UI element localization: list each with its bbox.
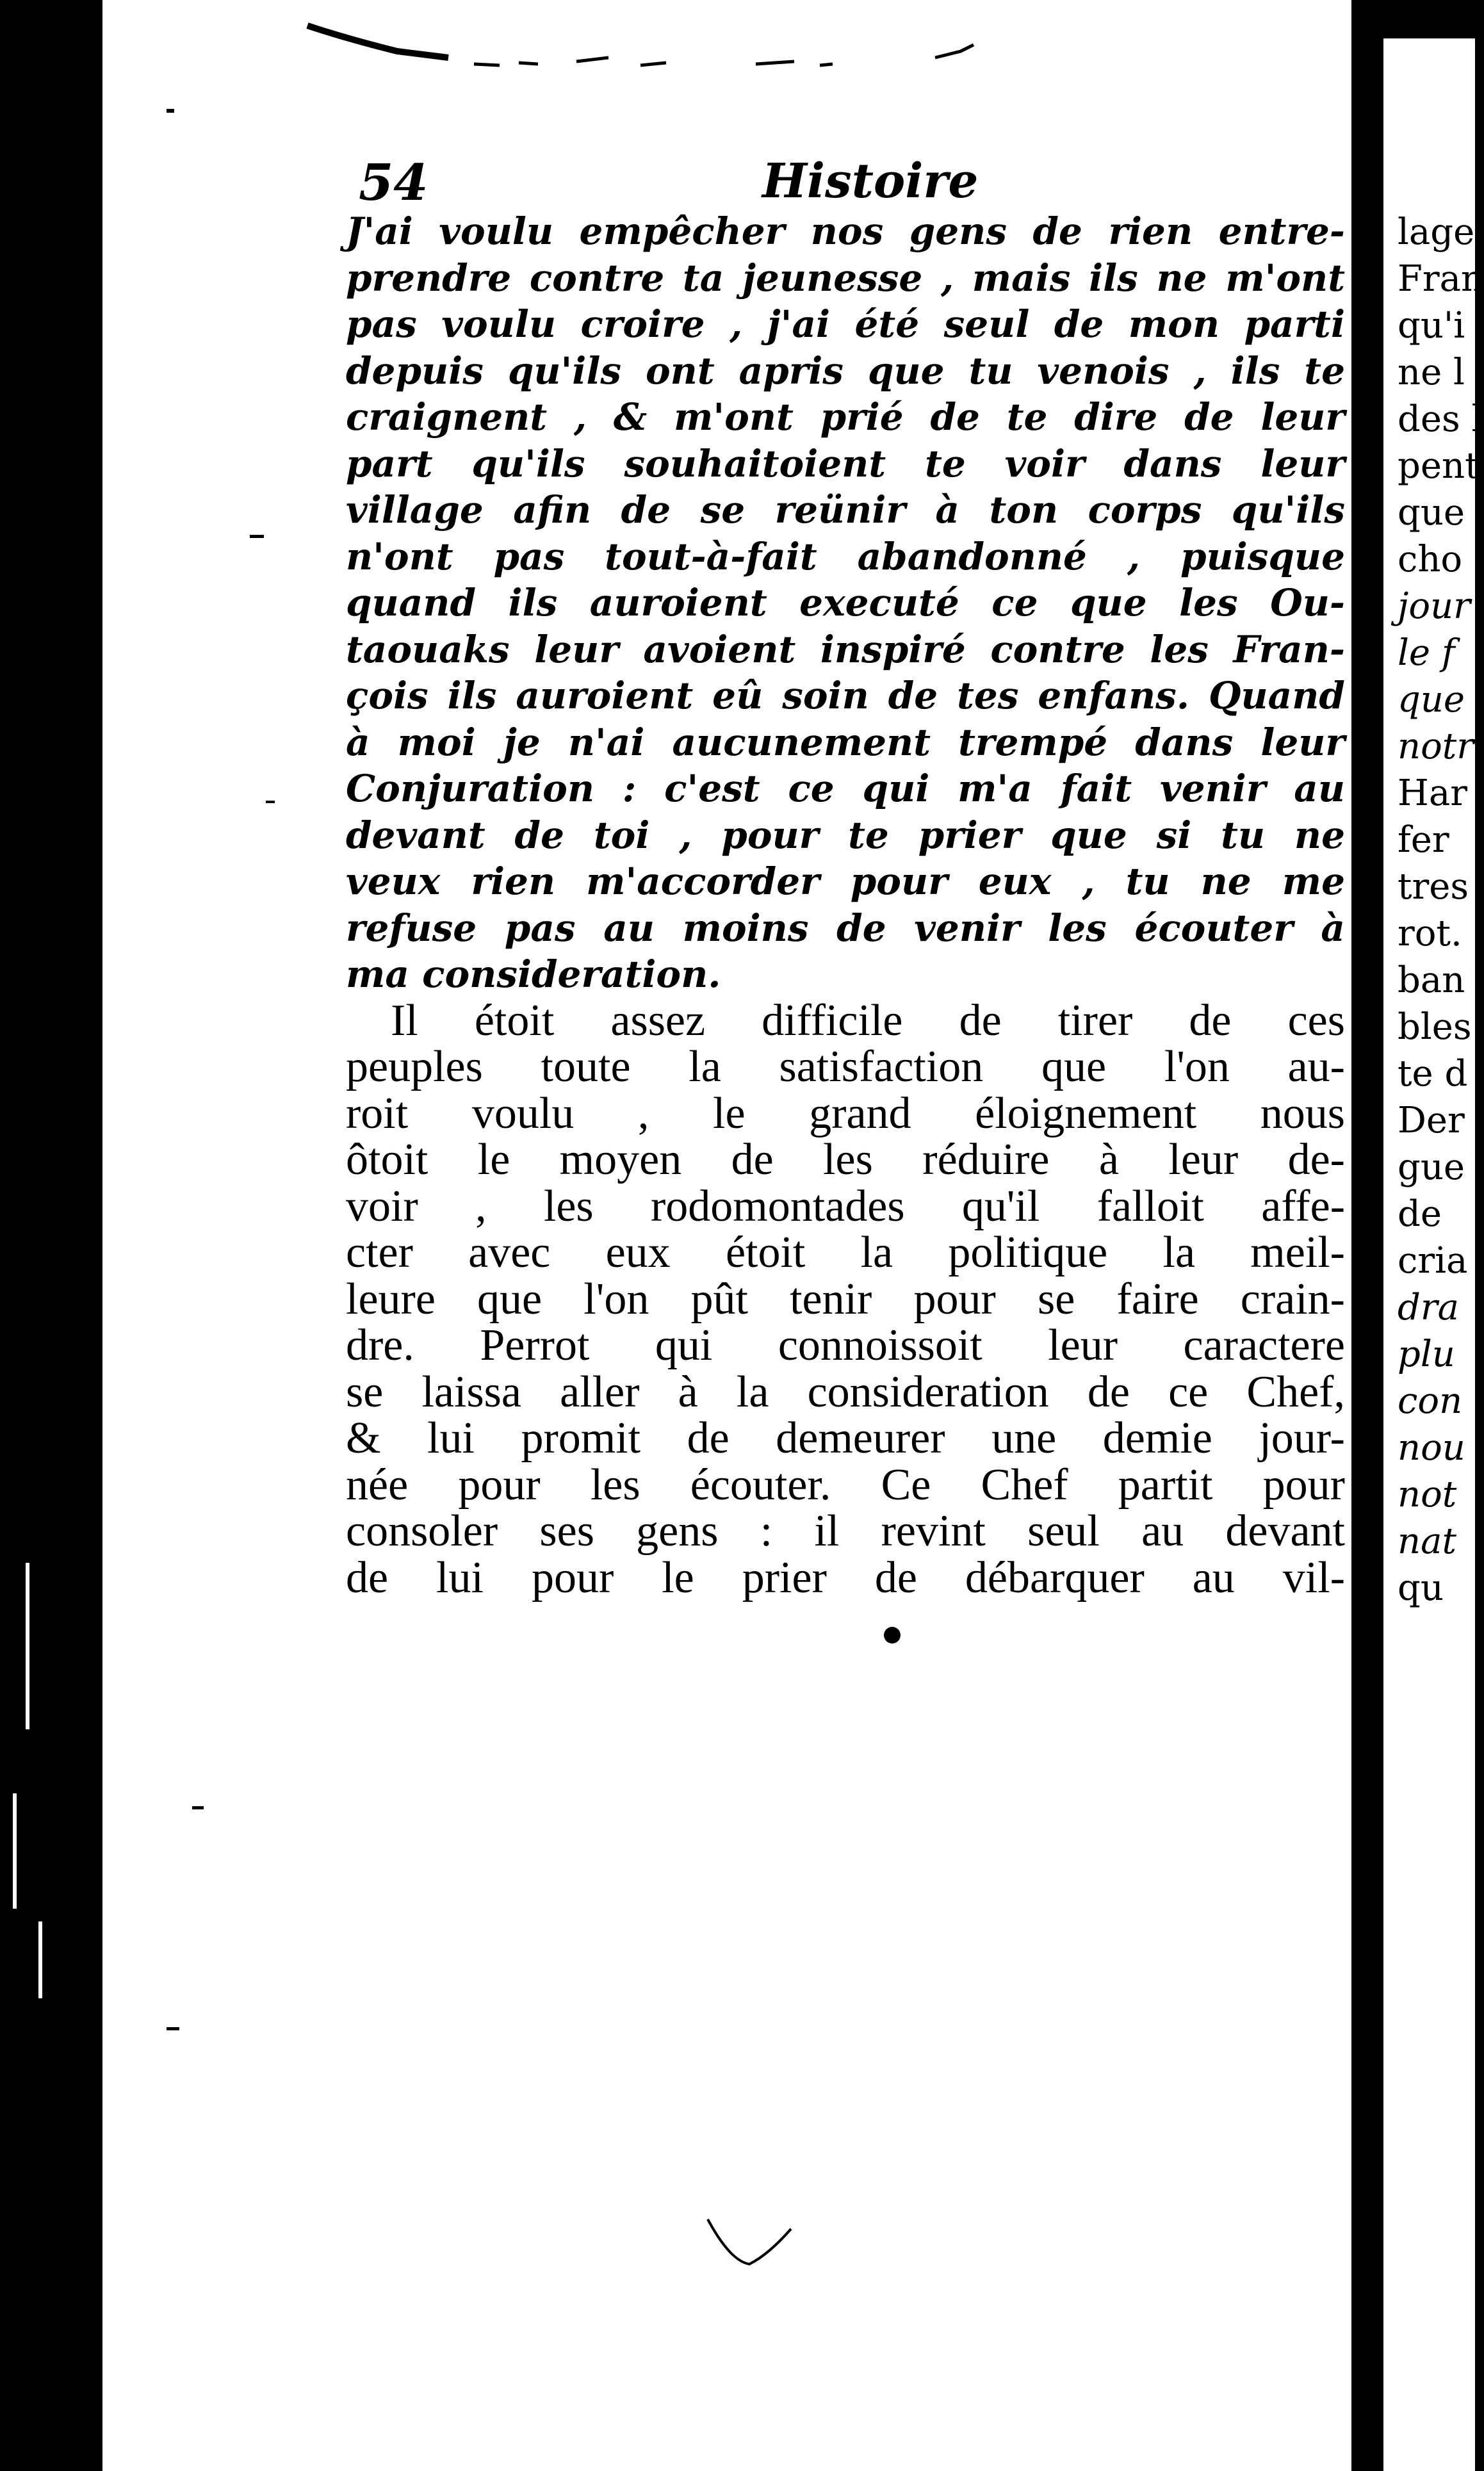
text-line: pas voulu croire , j'ai été seul de mon parti bbox=[346, 302, 1345, 346]
book-gutter bbox=[1351, 0, 1383, 2471]
text-line: cter avec eux étoit la politique la meil- bbox=[346, 1228, 1345, 1277]
facing-line: Har bbox=[1398, 772, 1467, 814]
page-top-smudge bbox=[307, 19, 1076, 77]
facing-line: pent bbox=[1398, 445, 1480, 487]
facing-line: nou bbox=[1398, 1427, 1465, 1469]
text-line: n'ont pas tout-à-fait abandonné , puisque bbox=[346, 534, 1345, 578]
text-line: peuples toute la satisfaction que l'on au- bbox=[346, 1042, 1345, 1091]
scan-noise bbox=[38, 1921, 42, 1998]
facing-line: que bbox=[1398, 679, 1465, 721]
text-line: part qu'ils souhaitoient te voir dans leur bbox=[346, 441, 1345, 485]
facing-line: te d bbox=[1398, 1053, 1468, 1095]
facing-line: bles bbox=[1398, 1006, 1472, 1048]
facing-line: qu'i bbox=[1398, 305, 1465, 347]
page-number: 54 bbox=[359, 154, 428, 212]
facing-line: cria bbox=[1398, 1240, 1468, 1282]
margin-speck bbox=[250, 535, 264, 538]
facing-line: notr bbox=[1398, 726, 1474, 767]
text-line: Il étoit assez difficile de tirer de ces bbox=[391, 995, 1345, 1045]
text-line: consoler ses gens : il revint seul au devant bbox=[346, 1506, 1345, 1556]
facing-line: dra bbox=[1398, 1287, 1460, 1328]
facing-line: Der bbox=[1398, 1100, 1465, 1141]
scan-edge-left bbox=[0, 0, 102, 2471]
margin-speck bbox=[266, 801, 275, 803]
facing-line: not bbox=[1398, 1474, 1457, 1515]
page-header bbox=[359, 154, 1358, 211]
text-line: çois ils auroient eû soin de tes enfans. Quand bbox=[346, 674, 1345, 717]
text-line: voir , les rodomontades qu'il falloit affe- bbox=[346, 1181, 1345, 1231]
facing-line: fer bbox=[1398, 819, 1449, 861]
text-line: se laissa aller à la consideration de ce Chef, bbox=[346, 1367, 1345, 1417]
facing-line: nat bbox=[1398, 1521, 1456, 1562]
facing-line: cho bbox=[1398, 539, 1463, 580]
margin-speck bbox=[192, 1806, 204, 1809]
facing-line: gue bbox=[1398, 1146, 1465, 1188]
text-line: née pour les écouter. Ce Chef partit pour bbox=[346, 1460, 1345, 1510]
facing-line: ban bbox=[1398, 959, 1465, 1001]
scribble-mark bbox=[705, 2216, 794, 2267]
text-line: depuis qu'ils ont apris que tu venois , ils te bbox=[346, 348, 1345, 393]
text-line: & lui promit de demeurer une demie jour- bbox=[346, 1414, 1345, 1463]
ink-blot bbox=[884, 1627, 901, 1643]
text-line: ma consideration. bbox=[346, 952, 721, 996]
facing-line: lage bbox=[1398, 211, 1475, 253]
facing-line: rot. bbox=[1398, 913, 1462, 954]
running-title: Histoire bbox=[762, 154, 979, 209]
facing-line: con bbox=[1398, 1380, 1463, 1422]
text-line: à moi je n'ai aucunement trempé dans leur bbox=[346, 720, 1345, 764]
text-line: de lui pour le prier de débarquer au vil- bbox=[346, 1553, 1345, 1602]
text-line: dre. Perrot qui connoissoit leur caractere bbox=[346, 1321, 1345, 1370]
text-line: veux rien m'accorder pour eux , tu ne me bbox=[346, 860, 1345, 903]
margin-speck bbox=[167, 2027, 179, 2030]
facing-line: ne l bbox=[1398, 352, 1465, 393]
body-text bbox=[346, 208, 1345, 1601]
scan-noise bbox=[13, 1793, 17, 1909]
facing-line: de bbox=[1398, 1193, 1442, 1235]
facing-line: jour bbox=[1398, 585, 1471, 627]
text-line: devant de toi , pour te prier que si tu ne bbox=[346, 813, 1345, 857]
facing-line: le f bbox=[1398, 632, 1455, 674]
text-line: village afin de se reünir à ton corps qu'ils bbox=[346, 488, 1345, 532]
margin-speck bbox=[167, 109, 174, 113]
facing-line: qu bbox=[1398, 1567, 1444, 1609]
text-line: prendre contre ta jeunesse , mais ils ne m'ont bbox=[346, 256, 1345, 300]
right-page-fragment bbox=[1383, 38, 1484, 2471]
facing-line: des l bbox=[1398, 398, 1483, 440]
facing-line: tres bbox=[1398, 866, 1469, 908]
text-line: roit voulu , le grand éloignement nous bbox=[346, 1088, 1345, 1138]
text-line: craignent , & m'ont prié de te dire de leur bbox=[346, 395, 1345, 439]
scan-noise bbox=[26, 1563, 29, 1729]
text-line: quand ils auroient executé ce que les Ou- bbox=[346, 581, 1345, 624]
facing-line: plu bbox=[1398, 1333, 1455, 1375]
text-line: Conjuration : c'est ce qui m'a fait venir au bbox=[346, 767, 1345, 810]
text-line: refuse pas au moins de venir les écouter à bbox=[346, 906, 1345, 950]
text-line: ôtoit le moyen de les réduire à leur de- bbox=[346, 1135, 1345, 1184]
text-line: leure que l'on pût tenir pour se faire crain- bbox=[346, 1274, 1345, 1324]
facing-line: Fran bbox=[1398, 258, 1484, 300]
text-line: J'ai voulu empêcher nos gens de rien entre- bbox=[346, 209, 1345, 253]
text-line: taouaks leur avoient inspiré contre les Fran- bbox=[346, 627, 1345, 671]
facing-line: que bbox=[1398, 492, 1465, 534]
